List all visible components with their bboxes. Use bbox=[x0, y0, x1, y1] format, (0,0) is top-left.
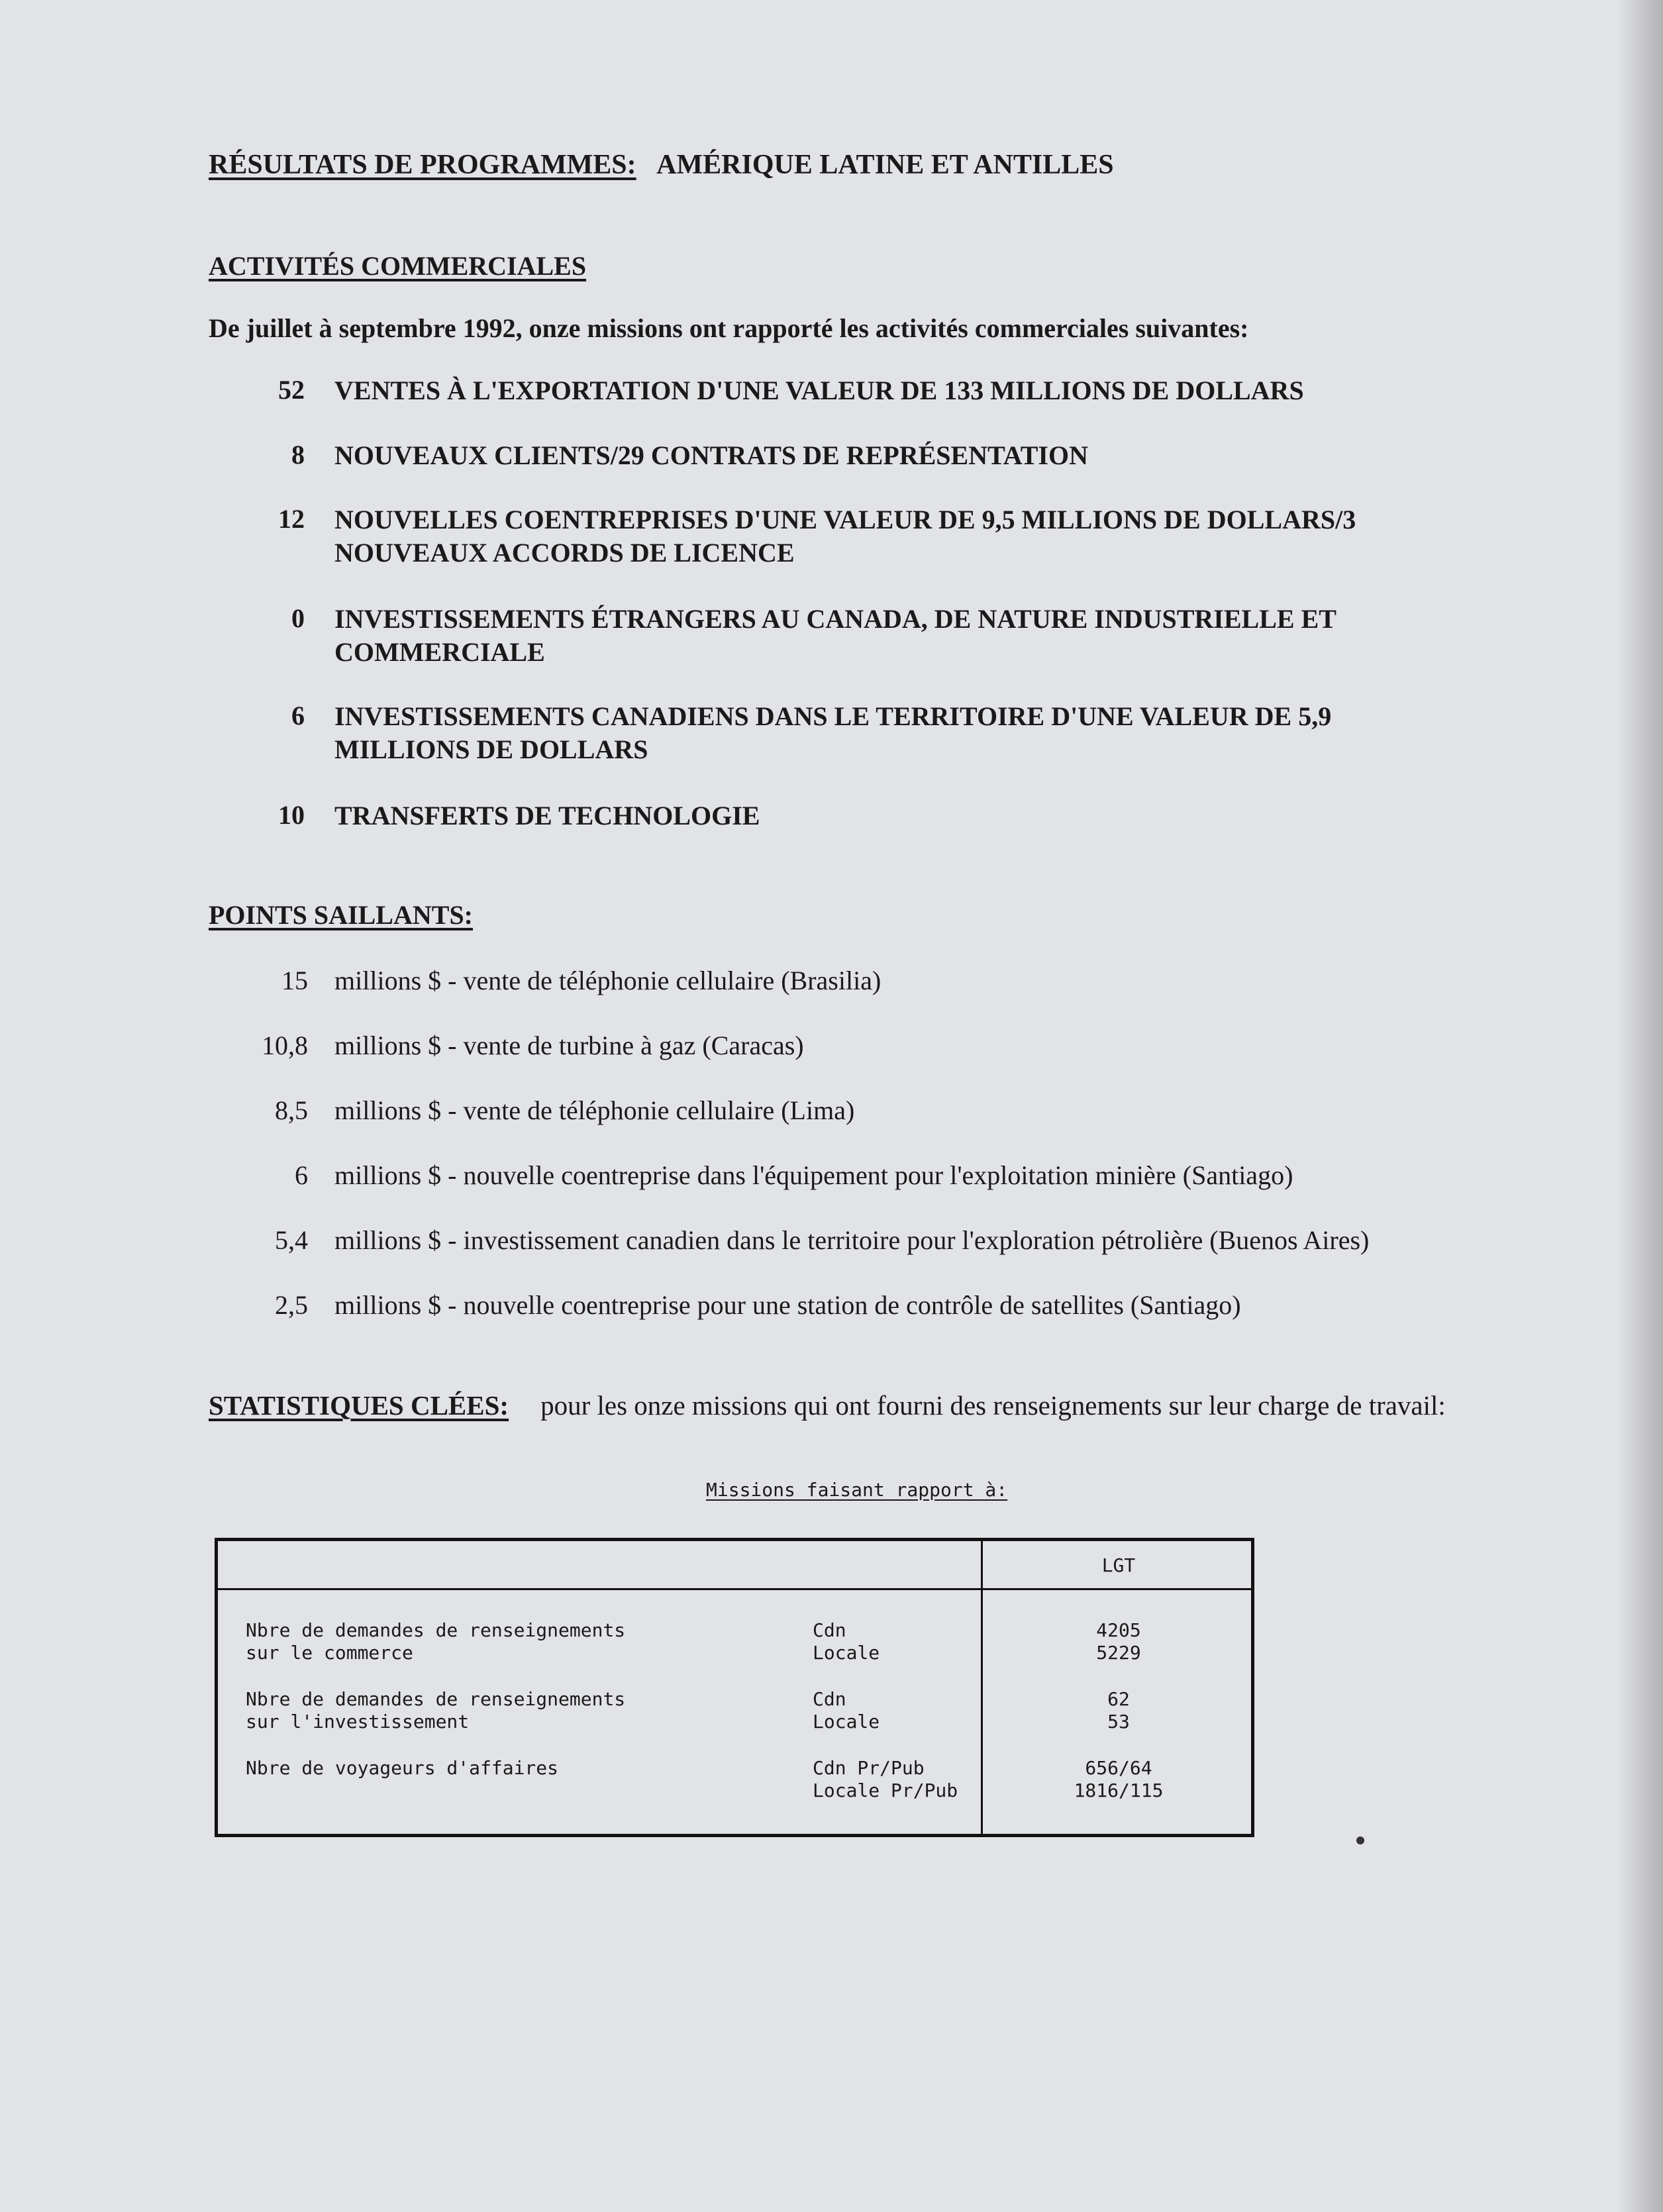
highlight-amount: 15 bbox=[281, 966, 308, 995]
row-label-line: sur le commerce bbox=[246, 1642, 413, 1664]
row-type-line: Cdn bbox=[813, 1619, 846, 1641]
row-type bbox=[813, 1688, 880, 1733]
row-value-line: 1816/115 bbox=[1074, 1780, 1164, 1801]
highlight-text: millions $ - vente de téléphonie cellulaire (Lima) bbox=[334, 1095, 855, 1125]
highlight-amount: 6 bbox=[295, 1160, 308, 1190]
row-type-line: Locale Pr/Pub bbox=[813, 1780, 958, 1801]
item-text: TRANSFERTS DE TECHNOLOGIE bbox=[334, 801, 760, 830]
item-count: 8 bbox=[291, 440, 305, 470]
stats-line bbox=[209, 1389, 1446, 1421]
highlight-text: millions $ - vente de turbine à gaz (Caracas) bbox=[334, 1031, 804, 1060]
page-edge-shadow bbox=[1617, 0, 1663, 2212]
row-label bbox=[246, 1757, 558, 1780]
row-value bbox=[983, 1688, 1254, 1733]
row-value-line: 4205 bbox=[1096, 1619, 1141, 1641]
row-label-line: Nbre de voyageurs d'affaires bbox=[246, 1757, 559, 1779]
item-text: INVESTISSEMENTS ÉTRANGERS AU CANADA, DE NATURE INDUSTRIELLE ET COMMERCIALE bbox=[334, 604, 1336, 667]
row-label-line: Nbre de demandes de renseignements bbox=[246, 1619, 626, 1641]
highlight-amount: 8,5 bbox=[275, 1095, 308, 1125]
highlight-amount: 5,4 bbox=[275, 1225, 308, 1255]
row-label-line: Nbre de demandes de renseignements bbox=[246, 1688, 626, 1710]
stats-text: pour les onze missions qui ont fourni des renseignements sur leur charge de travail: bbox=[540, 1390, 1446, 1421]
row-type-line: Locale bbox=[813, 1711, 880, 1733]
highlight-text: millions $ - investissement canadien dans le territoire pour l'exploration pétrolière (Buenos Aires) bbox=[334, 1225, 1370, 1255]
row-label-line: sur l'investissement bbox=[246, 1711, 470, 1733]
highlights-section-title: POINTS SAILLANTS: bbox=[209, 900, 474, 930]
heading-region: AMÉRIQUE LATINE ET ANTILLES bbox=[656, 150, 1114, 180]
row-value bbox=[983, 1619, 1254, 1664]
commercial-section-title: ACTIVITÉS COMMERCIALES bbox=[209, 251, 587, 281]
item-count: 12 bbox=[278, 504, 305, 534]
item-count: 6 bbox=[291, 701, 305, 730]
row-type-line: Cdn bbox=[813, 1688, 846, 1710]
heading-label: RÉSULTATS DE PROGRAMMES: bbox=[209, 150, 636, 180]
item-count: 0 bbox=[291, 603, 305, 633]
row-type-line: Cdn Pr/Pub bbox=[813, 1757, 925, 1779]
highlight-amount: 2,5 bbox=[275, 1290, 308, 1320]
highlight-text: millions $ - vente de téléphonie cellulaire (Brasilia) bbox=[334, 966, 882, 995]
item-count: 52 bbox=[278, 375, 305, 405]
item-text: NOUVEAUX CLIENTS/29 CONTRATS DE REPRÉSENTATION bbox=[334, 440, 1088, 470]
row-label bbox=[246, 1688, 625, 1733]
item-text: INVESTISSEMENTS CANADIENS DANS LE TERRITOIRE D'UNE VALEUR DE 5,9 MILLIONS DE DOLLARS bbox=[334, 701, 1332, 764]
table-title: Missions faisant rapport à: bbox=[706, 1479, 1008, 1501]
stats-table bbox=[215, 1538, 1254, 1837]
highlight-amount: 10,8 bbox=[262, 1031, 308, 1060]
row-value bbox=[983, 1757, 1254, 1802]
page-heading bbox=[209, 149, 1114, 181]
row-value-line: 53 bbox=[1107, 1711, 1130, 1733]
ink-dot bbox=[1356, 1836, 1364, 1844]
row-type-line: Locale bbox=[813, 1642, 880, 1664]
stats-label: STATISTIQUES CLÉES: bbox=[209, 1390, 509, 1421]
row-value-line: 62 bbox=[1107, 1688, 1130, 1710]
highlight-text: millions $ - nouvelle coentreprise dans l'équipement pour l'exploitation minière (Santiago) bbox=[334, 1160, 1293, 1190]
row-value-line: 5229 bbox=[1096, 1642, 1141, 1664]
row-value-line: 656/64 bbox=[1085, 1757, 1152, 1779]
item-text: VENTES À L'EXPORTATION D'UNE VALEUR DE 133 MILLIONS DE DOLLARS bbox=[334, 376, 1304, 405]
row-type bbox=[813, 1619, 880, 1664]
item-text: NOUVELLES COENTREPRISES D'UNE VALEUR DE 9,5 MILLIONS DE DOLLARS/3 NOUVEAUX ACCORDS DE LICENCE bbox=[334, 505, 1356, 568]
row-label bbox=[246, 1619, 625, 1664]
highlight-text: millions $ - nouvelle coentreprise pour une station de contrôle de satellites (Santiago) bbox=[334, 1290, 1241, 1320]
column-header-lgt: LGT bbox=[1101, 1554, 1136, 1576]
header-divider bbox=[218, 1588, 1251, 1590]
commercial-intro: De juillet à septembre 1992, onze missions ont rapporté les activités commerciales suivantes: bbox=[209, 313, 1249, 343]
row-type bbox=[813, 1757, 958, 1802]
item-count: 10 bbox=[278, 800, 305, 830]
